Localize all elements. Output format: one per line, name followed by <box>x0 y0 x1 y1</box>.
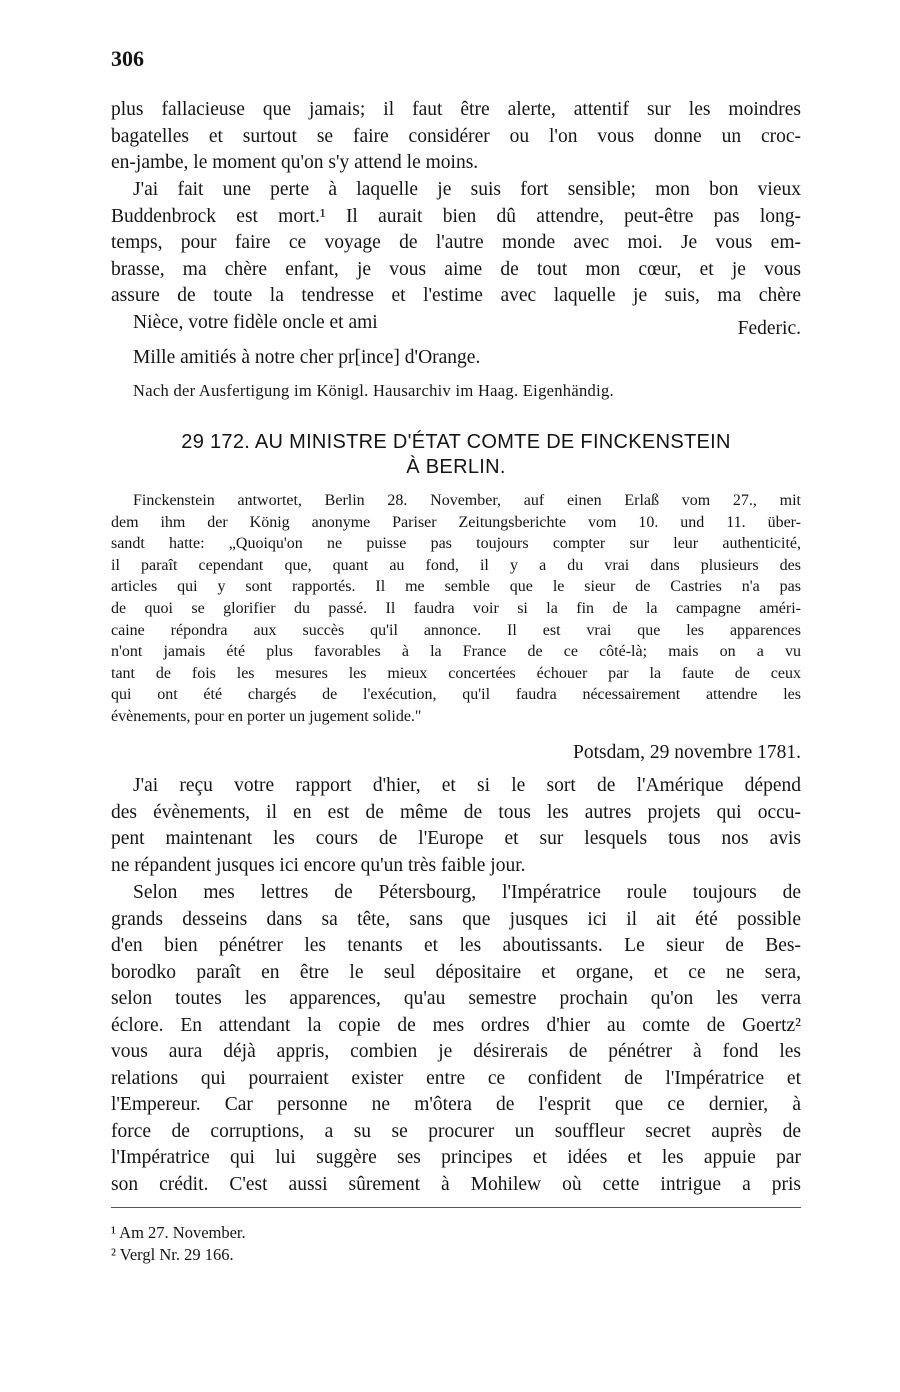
paragraph-1 <box>111 97 801 177</box>
text-line: J'ai reçu votre rapport d'hier, et si le sort de l'Amérique dépend <box>133 775 801 796</box>
text-line: force de corruptions, a su se procurer un souffleur secret auprès de <box>111 1120 801 1142</box>
heading-line-2: À BERLIN. <box>406 456 506 478</box>
text-line: l'Impératrice qui lui suggère ses principes et idées et les appuie par <box>111 1147 801 1168</box>
editor-note <box>111 490 801 728</box>
text-line: Buddenbrock est mort.¹ Il aurait bien dû attendre, peut-être pas long- <box>111 205 801 227</box>
note-line: évènements, pour en porter un jugement solide." <box>111 707 422 725</box>
text-line: en-jambe, le moment qu'on s'y attend le moins. <box>111 152 479 173</box>
signature: Federic. <box>737 317 801 339</box>
text-line: plus fallacieuse que jamais; il faut être alerte, attentif sur les moindres <box>111 99 801 120</box>
footnote-1: ¹ Am 27. November. <box>111 1223 246 1242</box>
text-line: assure de toute la tendresse et l'estime avec laquelle je suis, ma chère <box>111 285 801 306</box>
document-heading <box>111 430 801 480</box>
note-line: articles qui y sont rapportés. Il me semble que le sieur de Castries n'a pas <box>111 578 801 596</box>
text-line: brasse, ma chère enfant, je vous aime de tout mon cœur, et je vous <box>111 258 801 280</box>
text-line: borodko paraît en être le seul dépositaire et organe, et ce ne sera, <box>111 961 801 983</box>
note-line: Finckenstein antwortet, Berlin 28. November, auf einen Erlaß vom 27., mit <box>133 492 801 509</box>
note-line: n'ont jamais été plus favorables à la France de ce côté-là; mais on a vu <box>111 643 801 661</box>
dateline: Potsdam, 29 novembre 1781. <box>572 742 801 763</box>
text-line: Selon mes lettres de Pétersbourg, l'Impératrice roule toujours de <box>133 882 801 903</box>
text-line: pent maintenant les cours de l'Europe et sur lesquels tous nos avis <box>111 828 801 849</box>
text-line: relations qui pourraient exister entre ce confident de l'Impératrice et <box>111 1067 801 1089</box>
text-line: éclore. En attendant la copie de mes ordres d'hier au comte de Goertz² <box>111 1014 801 1036</box>
source-note: Nach der Ausfertigung im Königl. Hausarchiv im Haag. Eigenhändig. <box>133 381 614 400</box>
postscript: Mille amitiés à notre cher pr[ince] d'Orange. <box>133 347 481 368</box>
note-line: de quoi se glorifier du passé. Il faudra voir si la fin de la campagne améri- <box>111 599 801 617</box>
text-line: J'ai fait une perte à laquelle je suis fort sensible; mon bon vieux <box>133 179 801 200</box>
text-line: des évènements, il en est de même de tous les autres projets qui occu- <box>111 801 801 823</box>
note-line: tant de fois les mesures les mieux concertées échouer par la faute de ceux <box>111 664 801 682</box>
text-line: selon toutes les apparences, qu'au semestre prochain qu'on les verra <box>111 988 801 1009</box>
text-line: son crédit. C'est aussi sûrement à Mohilew où cette intrigue a pris <box>111 1173 801 1195</box>
footnote-divider <box>111 1207 801 1208</box>
footnote-2: ² Vergl Nr. 29 166. <box>111 1245 234 1264</box>
note-line: caine répondra aux succès qu'il annonce. Il est vrai que les apparences <box>111 621 801 639</box>
paragraph-2 <box>111 177 801 339</box>
paragraph-4 <box>111 880 801 1198</box>
note-line: sandt hatte: „Quoiqu'on ne puisse pas toujours compter sur leur authenticité, <box>111 535 801 553</box>
text-line: ne répandent jusques ici encore qu'un très faible jour. <box>111 854 526 876</box>
note-line: dem ihm der König anonyme Pariser Zeitungsberichte vom 10. und 11. über- <box>111 513 801 531</box>
text-line: Nièce, votre fidèle oncle et ami <box>133 311 378 333</box>
paragraph-3 <box>111 773 801 879</box>
text-line: bagatelles et surtout se faire considérer ou l'on vous donne un croc- <box>111 125 801 147</box>
heading-line-1: 29 172. AU MINISTRE D'ÉTAT COMTE DE FINCKENSTEIN <box>181 431 731 453</box>
text-line: vous aura déjà appris, combien je désirerais de pénétrer à fond les <box>111 1041 801 1062</box>
page-number: 306 <box>111 46 144 71</box>
text-line: grands desseins dans sa tête, sans que jusques ici il ait été possible <box>111 908 801 930</box>
footnotes <box>111 1222 246 1266</box>
text-line: d'en bien pénétrer les tenants et les aboutissants. Le sieur de Bes- <box>111 935 801 956</box>
note-line: il paraît cependant que, quant au fond, il y a du vrai dans plusieurs des <box>111 556 801 574</box>
text-line: temps, pour faire ce voyage de l'autre monde avec moi. Je vous em- <box>111 232 801 253</box>
note-line: qui ont été chargés de l'exécution, qu'il faudra nécessairement attendre les <box>111 686 801 704</box>
text-line: l'Empereur. Car personne ne m'ôtera de l'esprit que ce dernier, à <box>111 1094 801 1115</box>
closing-line <box>111 310 801 337</box>
